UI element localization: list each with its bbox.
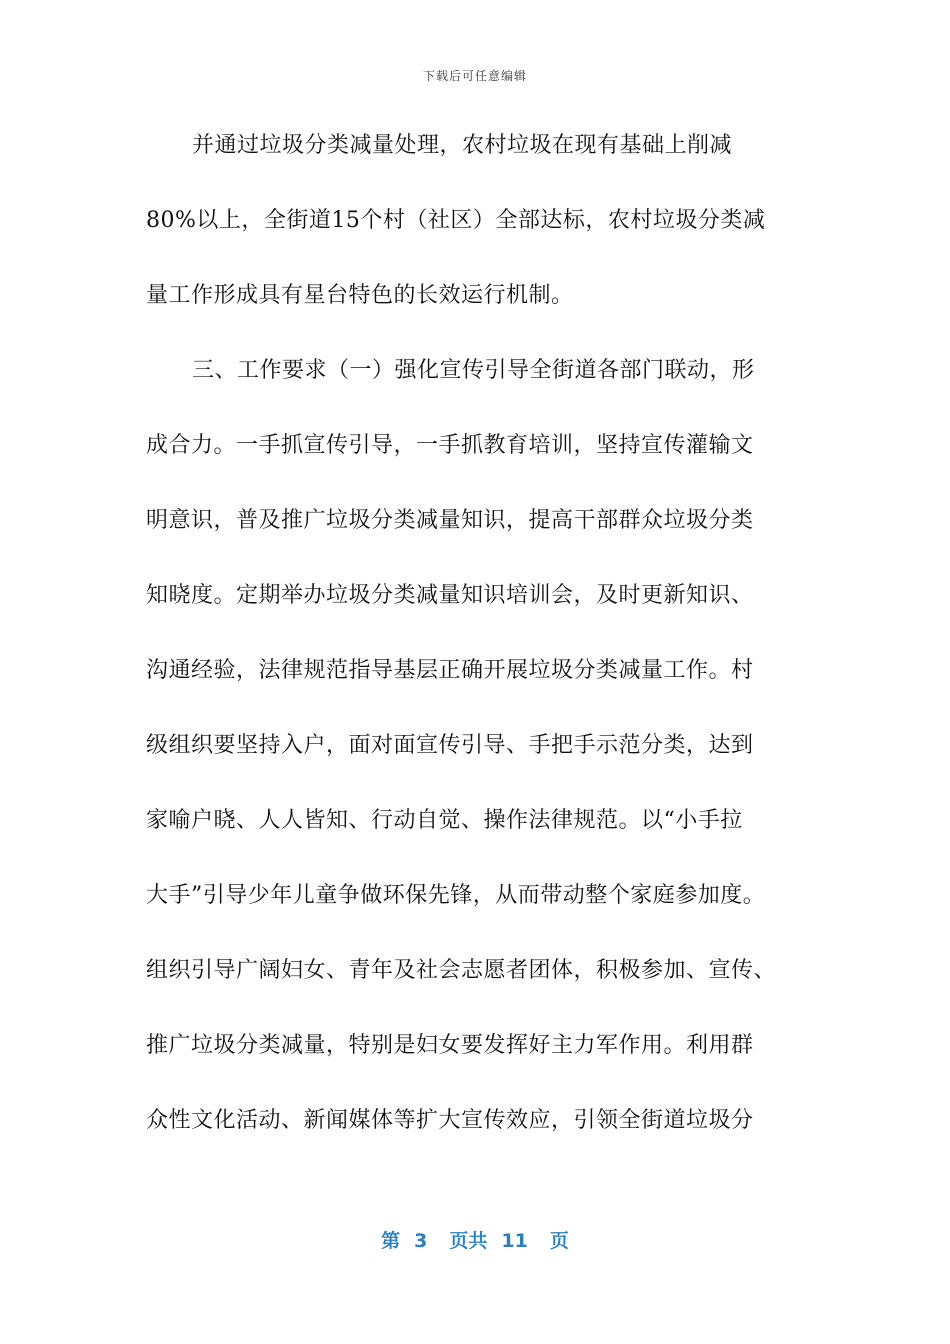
paragraph-line: 明意识，普及推广垃圾分类减量知识，提高干部群众垃圾分类 bbox=[146, 508, 754, 533]
paragraph-line: 组织引导广阔妇女、青年及社会志愿者团体，积极参加、宣传、 bbox=[146, 958, 777, 983]
paragraph-line: 知晓度。定期举办垃圾分类减量知识培训会，及时更新知识、 bbox=[146, 583, 754, 608]
paragraph-line: 家喻户晓、人人皆知、行动自觉、操作法律规范。以“小手拉 bbox=[146, 808, 743, 833]
paragraph-line: 推广垃圾分类减量，特别是妇女要发挥好主力军作用。利用群 bbox=[146, 1033, 754, 1058]
current-page-number: 3 bbox=[414, 1230, 428, 1252]
page-number-prefix: 第 bbox=[381, 1230, 401, 1252]
paragraph-line: 80%以上，全街道15个村（社区）全部达标，农村垃圾分类减 bbox=[146, 208, 766, 233]
page-footer bbox=[0, 1226, 950, 1253]
paragraph-line: 成合力。一手抓宣传引导，一手抓教育培训，坚持宣传灌输文 bbox=[146, 433, 754, 458]
paragraph-line: 大手”引导少年儿童争做环保先锋，从而带动整个家庭参加度。 bbox=[146, 883, 766, 908]
page-number-suffix: 页 bbox=[549, 1230, 569, 1252]
paragraph-line: 量工作形成具有星台特色的长效运行机制。 bbox=[146, 283, 574, 308]
total-page-count: 11 bbox=[501, 1230, 528, 1252]
paragraph-line: 众性文化活动、新闻媒体等扩大宣传效应，引领全街道垃圾分 bbox=[146, 1108, 754, 1133]
body-text bbox=[146, 130, 810, 1180]
paragraph-line: 级组织要坚持入户，面对面宣传引导、手把手示范分类，达到 bbox=[146, 733, 754, 758]
paragraph-line: 并通过垃圾分类减量处理，农村垃圾在现有基础上削减 bbox=[192, 133, 733, 158]
paragraph-line: 沟通经验，法律规范指导基层正确开展垃圾分类减量工作。村 bbox=[146, 658, 754, 683]
paragraph-line: 三、工作要求（一）强化宣传引导全街道各部门联动，形 bbox=[192, 358, 755, 383]
page-number-middle: 页共 bbox=[449, 1230, 488, 1252]
page-header: 下载后可任意编辑 bbox=[422, 69, 527, 83]
